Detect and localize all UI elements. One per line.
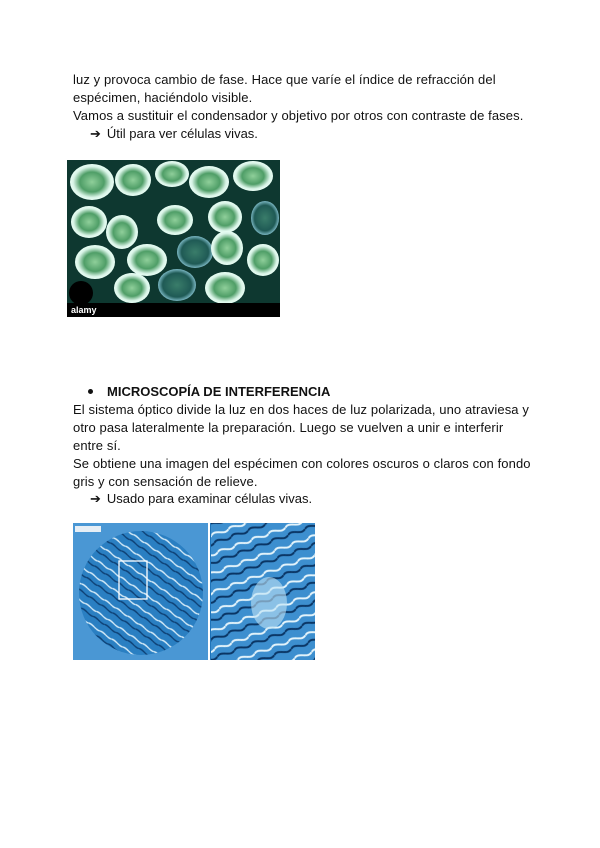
interference-illustration (73, 523, 315, 660)
paragraph-line: Se obtiene una imagen del espécimen con colores oscuros o claros con fondo (73, 456, 531, 471)
paragraph-line: espécimen, haciéndolo visible. (73, 90, 253, 105)
heading-text: MICROSCOPÍA DE INTERFERENCIA (107, 384, 331, 399)
interference-microscopy-image (73, 523, 315, 660)
bullet-icon (88, 389, 93, 394)
arrow-list-item (90, 490, 312, 508)
image-watermark: alamy (71, 305, 97, 315)
phase-contrast-cells-image (67, 160, 280, 317)
arrow-icon: ➔ (90, 491, 101, 506)
arrow-icon: ➔ (90, 126, 101, 141)
paragraph-line: entre sí. (73, 438, 121, 453)
arrow-list-item (90, 125, 258, 143)
arrow-item-text: Útil para ver células vivas. (106, 126, 258, 141)
cells-illustration (67, 160, 280, 317)
paragraph-line: Vamos a sustituir el condensador y objetivo por otros con contraste de fases. (73, 108, 524, 123)
paragraph-line: gris y con sensación de relieve. (73, 474, 258, 489)
paragraph-line: luz y provoca cambio de fase. Hace que varíe el índice de refracción del (73, 72, 496, 87)
paragraph-line: otro pasa lateralmente la preparación. Luego se vuelven a unir e interferir (73, 420, 504, 435)
paragraph-line: El sistema óptico divide la luz en dos haces de luz polarizada, uno atraviesa y (73, 402, 529, 417)
arrow-item-text: Usado para examinar células vivas. (106, 491, 313, 506)
section-heading (88, 383, 330, 400)
